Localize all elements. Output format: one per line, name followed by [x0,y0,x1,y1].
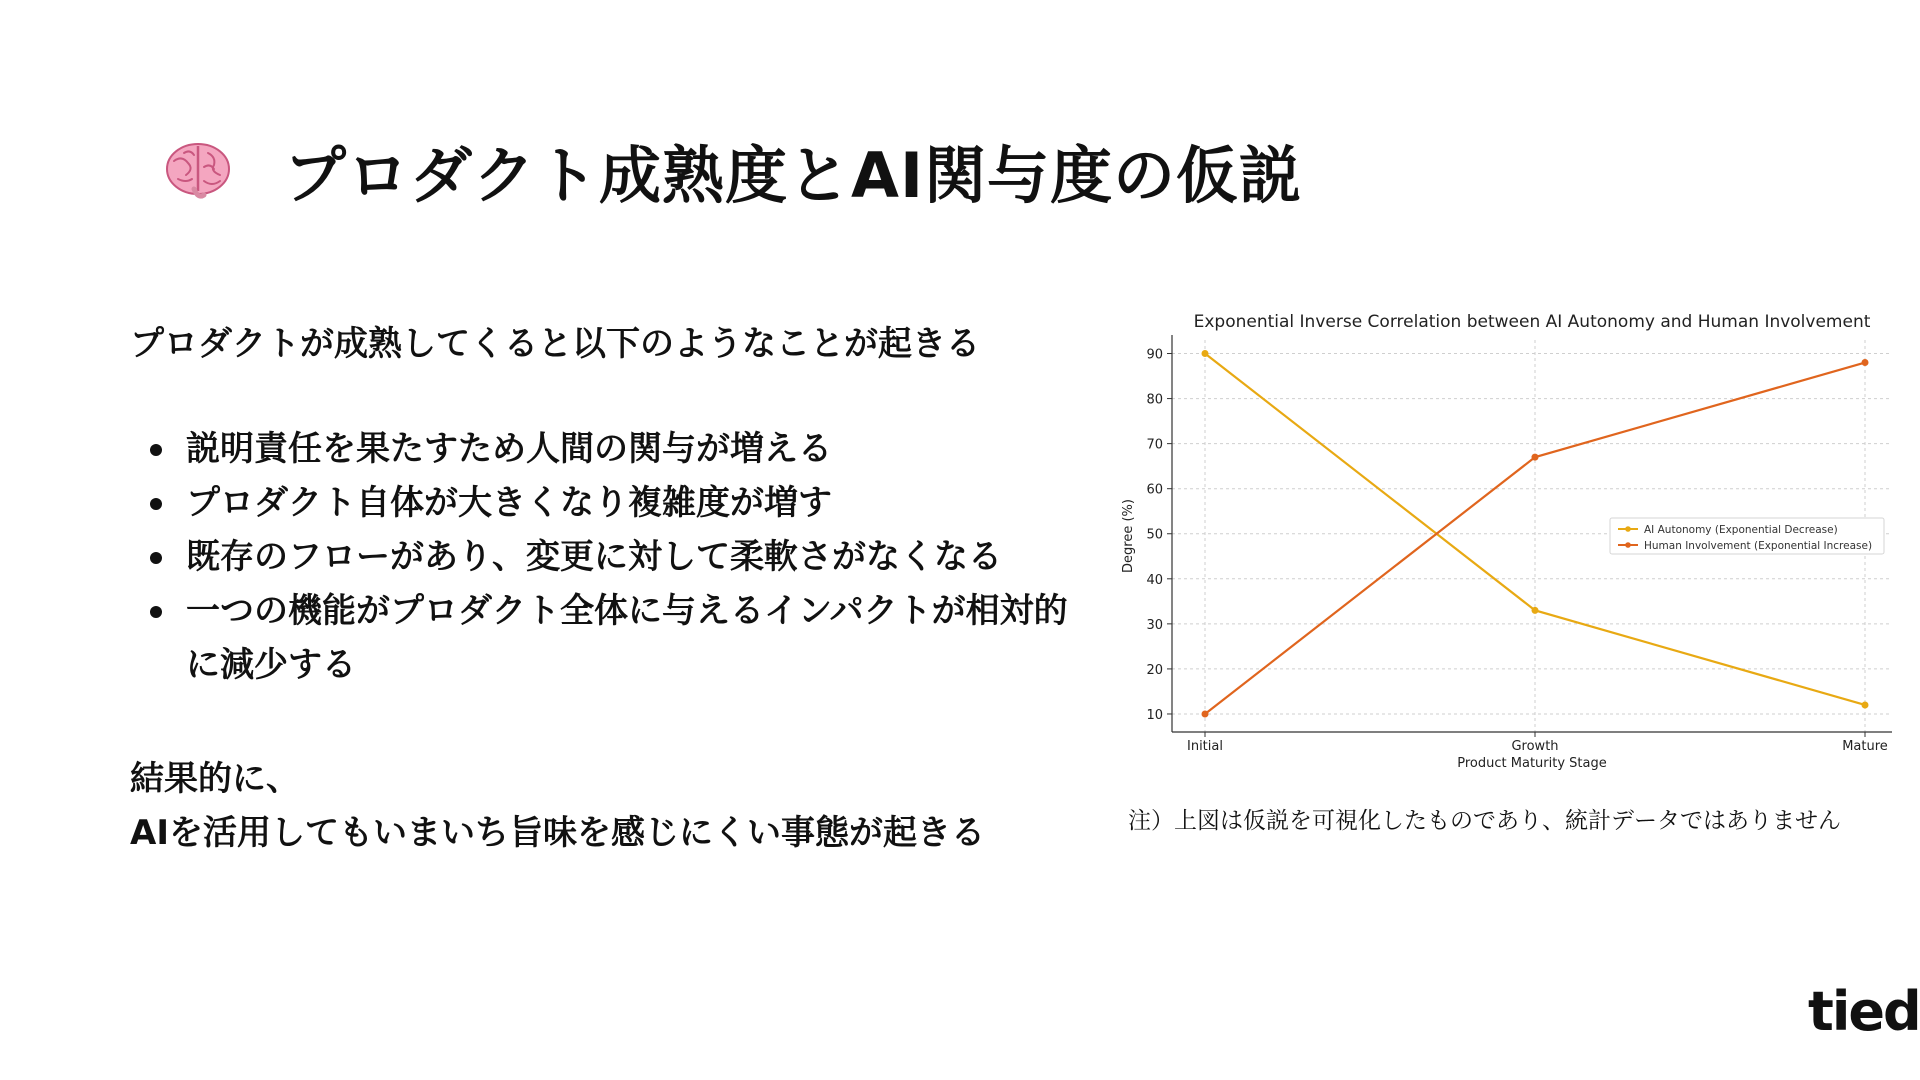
bullet-item: 説明責任を果たすため人間の関与が増える [150,422,1080,476]
chart [1120,305,1900,785]
y-tick-label: 40 [1146,572,1163,588]
y-tick-label: 30 [1146,617,1163,633]
brand-logo: tied [1808,980,1920,1043]
bullet-item: プロダクト自体が大きくなり複雑度が増す [150,476,1080,530]
data-point-1 [1202,710,1209,717]
y-tick-label: 90 [1146,347,1163,363]
bullet-item: 既存のフローがあり、変更に対して柔軟さがなくなる [150,530,1080,584]
bullet-dot [150,606,162,618]
lead-text: プロダクトが成熟してくると以下のようなことが起きる [130,324,980,364]
bullet-dot [150,444,162,456]
brain-icon [164,139,232,201]
legend-label-1: Human Involvement (Exponential Increase) [1644,540,1873,552]
bullet-dot [150,498,162,510]
chart-note: 注）上図は仮説を可視化したものであり、統計データではありません [1128,808,1841,834]
data-point-1 [1532,454,1539,461]
data-point-0 [1202,350,1209,357]
x-axis-label: Product Maturity Stage [1457,756,1607,771]
title-row [164,125,1302,215]
y-tick-label: 10 [1146,707,1163,723]
bullet-item: 一つの機能がプロダクト全体に与えるインパクトが相対的に減少する [150,584,1080,692]
x-tick-label: Initial [1187,739,1223,754]
data-point-1 [1862,359,1869,366]
x-tick-label: Mature [1842,739,1888,754]
y-tick-label: 60 [1146,482,1163,498]
x-tick-label: Growth [1511,739,1559,754]
bullet-list [150,422,1080,692]
data-point-0 [1532,607,1539,614]
data-point-0 [1862,701,1869,708]
legend-label-0: AI Autonomy (Exponential Decrease) [1644,524,1838,536]
chart-svg [1120,305,1900,785]
chart-title: Exponential Inverse Correlation between AI Autonomy and Human Involvement [1193,312,1871,332]
y-axis-label: Degree (%) [1121,499,1136,573]
conclusion-line-1: 結果的に、 [130,759,300,799]
page-title: プロダクト成熟度とAI関与度の仮説 [284,138,1303,212]
legend-marker-0 [1625,526,1631,532]
conclusion-line-2: AIを活用してもいまいち旨味を感じにくい事態が起きる [130,813,985,853]
y-tick-label: 50 [1146,527,1163,543]
y-tick-label: 80 [1146,392,1163,408]
y-tick-label: 70 [1146,437,1163,453]
y-tick-label: 20 [1146,662,1163,678]
bullet-dot [150,552,162,564]
conclusion-text [130,752,985,860]
legend-marker-1 [1625,542,1631,548]
